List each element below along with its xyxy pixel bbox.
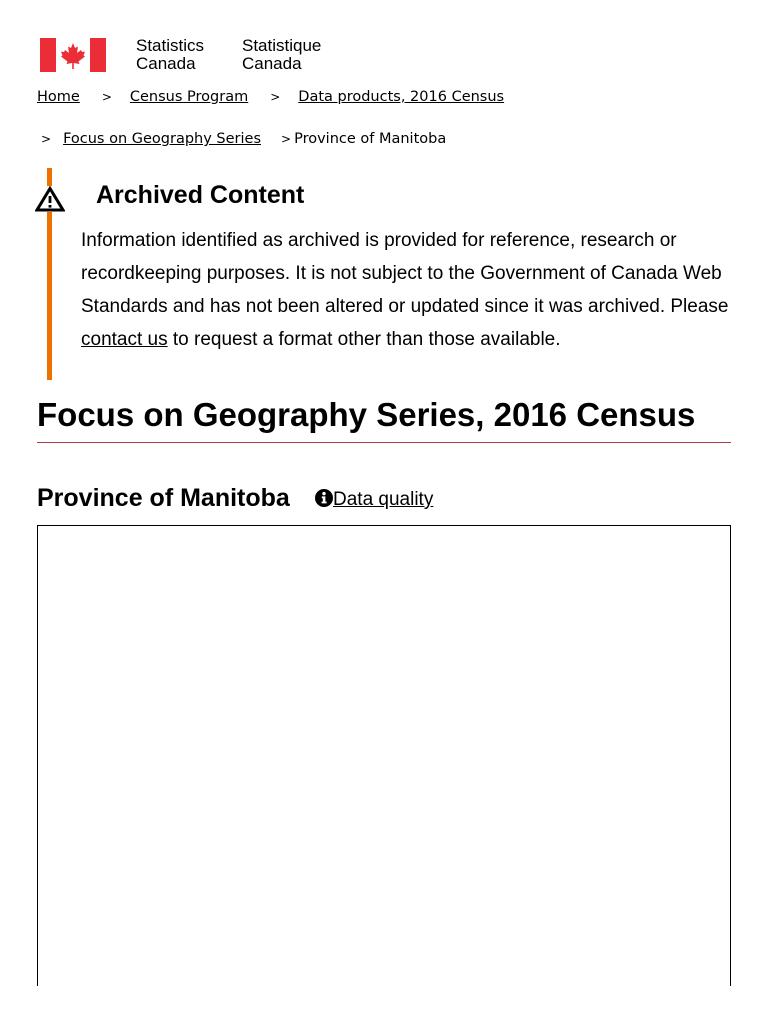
data-quality	[315, 489, 433, 511]
archive-text-after: to request a format other than those available.	[167, 329, 561, 350]
archived-content-notice	[37, 168, 737, 380]
breadcrumb-row-2	[37, 131, 446, 147]
breadcrumb-link-census-program[interactable]: Census Program	[129, 89, 249, 105]
breadcrumb-separator: >	[101, 90, 112, 104]
breadcrumb-link-data-products[interactable]: Data products, 2016 Census	[298, 89, 505, 105]
info-icon	[315, 489, 333, 507]
signature-en-line-1: Statistics	[136, 36, 205, 55]
warning-icon	[35, 186, 65, 212]
page-title: Focus on Geography Series, 2016 Census	[37, 396, 696, 433]
breadcrumb-separator: >	[281, 132, 292, 146]
data-quality-link[interactable]: Data quality	[333, 489, 434, 510]
archive-text-before: Information identified as archived is provided for reference, research or recordkeeping purposes. It is not subject to the Government of Canada Web Standards and has not been altered or updated since it was archived. Please	[81, 230, 729, 317]
breadcrumb-link-focus-on-geography[interactable]: Focus on Geography Series	[63, 131, 262, 147]
signature-english	[136, 37, 204, 73]
breadcrumb-link-home[interactable]: Home	[37, 89, 80, 105]
canada-flag-icon[interactable]	[40, 38, 106, 72]
signature-french	[242, 37, 321, 73]
signature-en-line-2: Canada	[136, 54, 196, 73]
geography-subtitle: Province of Manitoba	[37, 484, 290, 512]
breadcrumb-row-1	[37, 89, 504, 105]
breadcrumb-separator: >	[41, 132, 52, 146]
signature-fr-line-2: Canada	[242, 54, 302, 73]
contact-us-link[interactable]: contact us	[81, 329, 168, 350]
breadcrumb-separator: >	[270, 90, 281, 104]
breadcrumb-current: Province of Manitoba	[294, 131, 447, 147]
archive-title: Archived Content	[96, 181, 305, 209]
signature-fr-line-1: Statistique	[242, 36, 322, 55]
content-frame	[37, 525, 731, 986]
title-underline	[37, 442, 731, 443]
archive-body	[81, 224, 731, 356]
